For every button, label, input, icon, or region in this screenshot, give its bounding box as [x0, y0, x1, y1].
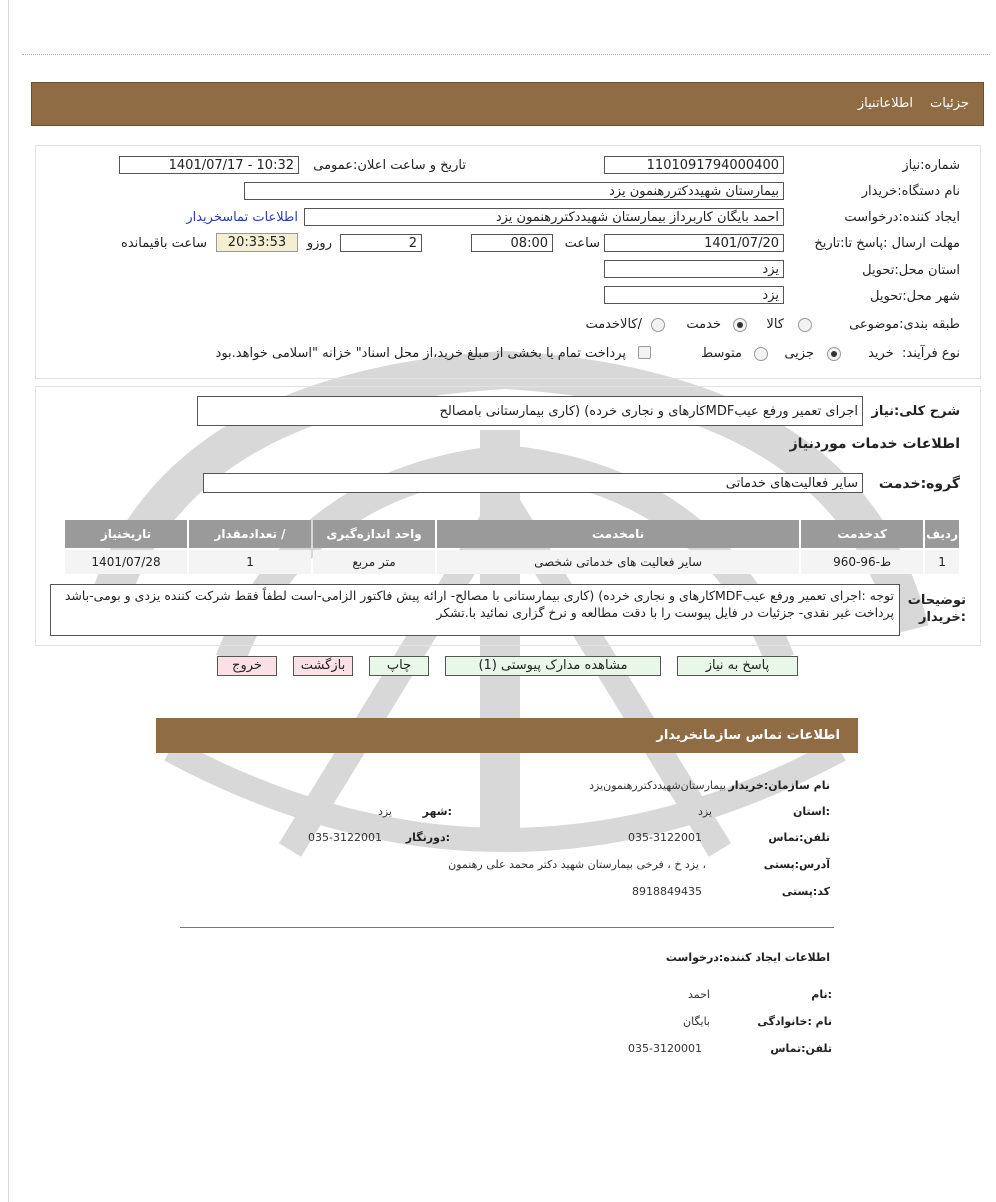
contact-phone-label: تلفن:تماس — [768, 831, 830, 844]
buyer-notes-label: توضیحات :خریدار — [907, 593, 966, 625]
category-goods-label: کالا — [766, 317, 784, 332]
service-group-label: گروه:خدمت — [878, 476, 960, 492]
col-unit: واحد اندازه‌گیری — [313, 520, 435, 548]
category-goods-radio[interactable] — [798, 318, 812, 332]
services-table — [63, 518, 961, 576]
org-name-value: بیمارستان‌شهیددکتررهنمون‌یزد — [589, 779, 726, 792]
creator-family-label: نام :خانوادگی — [757, 1015, 832, 1028]
col-row: ردیف — [925, 520, 959, 548]
col-quantity: / تعدادمقدار — [189, 520, 311, 548]
contact-address-label: آدرس:پستی — [763, 858, 830, 871]
category-goods-service-label: /کالاخدمت — [585, 317, 642, 332]
services-section-title: اطلاعات خدمات موردنیاز — [789, 436, 960, 452]
table-row — [65, 550, 959, 574]
page-left-border — [8, 0, 9, 1202]
print-button[interactable]: چاپ — [369, 656, 429, 676]
service-group-field: سایر فعالیت‌های خدماتی — [203, 473, 863, 493]
contact-divider — [180, 927, 834, 928]
city-label: شهر محل:تحویل — [870, 289, 960, 304]
contact-address-value: ، یزد خ ، فرخی بیمارستان شهید دکتر محمد علی رهنمون — [448, 858, 706, 871]
creator-info-title: اطلاعات ایجاد کننده:درخواست — [665, 951, 830, 964]
creator-label: ایجاد کننده:درخواست — [844, 210, 960, 225]
creator-name-label: :نام — [811, 988, 832, 1001]
buyer-org-field: بیمارستان شهیددکتررهنمون یزد — [244, 182, 784, 200]
deadline-time-label: ساعت — [564, 236, 600, 251]
creator-name-value: احمد — [688, 988, 710, 1001]
need-info-panel — [35, 145, 981, 379]
process-partial-label: جزیی — [784, 346, 814, 361]
deadline-date-field: 1401/07/20 — [604, 234, 784, 252]
need-number-field: 1101091794000400 — [604, 156, 784, 174]
process-medium-radio[interactable] — [754, 347, 768, 361]
process-type-label-text: نوع فرآیند: — [902, 346, 960, 361]
org-name-label: نام سازمان:خریدار — [728, 779, 830, 792]
col-need-date: تاریخنیاز — [65, 520, 187, 548]
remaining-time-counter: 20:33:53 — [216, 233, 298, 252]
cell-service-name: سایر فعالیت های خدماتی شخصی — [437, 550, 799, 574]
cell-need-date: 1401/07/28 — [65, 550, 187, 574]
summary-field: اجرای تعمیر ورفع عیبMDFکارهای و نجاری خرده) (کاری بیمارستانی بامصالح — [197, 396, 863, 426]
deadline-label: مهلت ارسال :پاسخ تا:تاریخ — [814, 236, 960, 251]
creator-phone-value: 035-3120001 — [628, 1042, 702, 1055]
contact-phone-value: 035-3122001 — [628, 831, 702, 844]
cell-row: 1 — [925, 550, 959, 574]
buyer-contact-header — [156, 718, 858, 753]
buyer-notes-field: توجه :اجرای تعمیر ورفع عیبMDFکارهای و نجاری خرده) (کاری بیمارستانی با مصالح- ارائه پیش فاکتور الزامی-است لطفاً فقط شرکت کننده یزدی و بومی-باشد پرداخت غیر نقدی- جزئیات در فایل پیوست را با دقت مطالعه و نرخ گزاری نمائید با.تشکر — [50, 584, 900, 636]
view-attachments-button[interactable]: مشاهده مدارک پیوستی (1) — [445, 656, 661, 676]
cell-service-code: ط-96-960 — [801, 550, 923, 574]
tab-need-info[interactable]: اطلاعاتنیاز — [857, 96, 913, 111]
back-button[interactable]: بازگشت — [293, 656, 353, 676]
buyer-org-label: نام دستگاه:خریدار — [861, 184, 960, 199]
contact-postal-value: 8918849435 — [632, 885, 702, 898]
contact-postal-label: کد:پستی — [781, 885, 830, 898]
announce-label: تاریخ و ساعت اعلان:عمومی — [313, 158, 466, 173]
top-divider — [22, 54, 990, 55]
process-partial-radio[interactable] — [827, 347, 841, 361]
deadline-time-field: 08:00 — [471, 234, 553, 252]
process-type-label — [868, 346, 960, 361]
tab-details[interactable]: جزئیات — [930, 96, 969, 111]
exit-button[interactable]: خروج — [217, 656, 277, 676]
col-service-code: کدخدمت — [801, 520, 923, 548]
creator-phone-label: تلفن:تماس — [770, 1042, 832, 1055]
creator-family-value: بایگان — [683, 1015, 710, 1028]
cell-quantity: 1 — [189, 550, 311, 574]
creator-field: احمد بایگان کاربرداز بیمارستان شهیددکتررهنمون یزد — [304, 208, 784, 226]
contact-city-label: :شهر — [422, 805, 452, 818]
province-field: یزد — [604, 260, 784, 278]
category-goods-service-radio[interactable] — [651, 318, 665, 332]
city-field: یزد — [604, 286, 784, 304]
reply-button[interactable]: پاسخ به نیاز — [677, 656, 798, 676]
category-label: طبقه بندی:موضوعی — [849, 317, 960, 332]
contact-fax-label: :دورنگار — [405, 831, 450, 844]
process-medium-label: متوسط — [701, 346, 742, 361]
category-service-radio[interactable] — [733, 318, 747, 332]
province-label: استان محل:تحویل — [862, 263, 960, 278]
treasury-payment-note: پرداخت تمام یا بخشی از مبلغ خرید،از محل اسناد" خزانه "اسلامی خواهد.بود — [215, 346, 626, 361]
announce-datetime-field: 1401/07/17 - 10:32 — [119, 156, 299, 174]
process-buy-label: خرید — [868, 346, 894, 361]
days-field: 2 — [340, 234, 422, 252]
contact-fax-value: 035-3122001 — [308, 831, 382, 844]
col-service-name: نامخدمت — [437, 520, 799, 548]
remaining-time-label: ساعت باقیمانده — [121, 236, 207, 251]
contact-city-value: یزد — [377, 805, 392, 818]
summary-label: شرح کلی:نیاز — [871, 404, 960, 419]
contact-province-label: :استان — [793, 805, 830, 818]
page-header-bar — [31, 82, 984, 126]
buyer-contact-title: اطلاعات تماس سازمانخریدار — [656, 728, 840, 743]
contact-province-value: یزد — [697, 805, 712, 818]
buyer-contact-link[interactable]: اطلاعات تماسخریدار — [186, 210, 298, 225]
treasury-payment-checkbox[interactable] — [638, 346, 651, 359]
days-label: روزو — [306, 236, 332, 251]
cell-unit: متر مربع — [313, 550, 435, 574]
need-number-label: شماره:نیاز — [902, 158, 960, 173]
services-table-header — [65, 520, 959, 548]
category-service-label: خدمت — [686, 317, 721, 332]
